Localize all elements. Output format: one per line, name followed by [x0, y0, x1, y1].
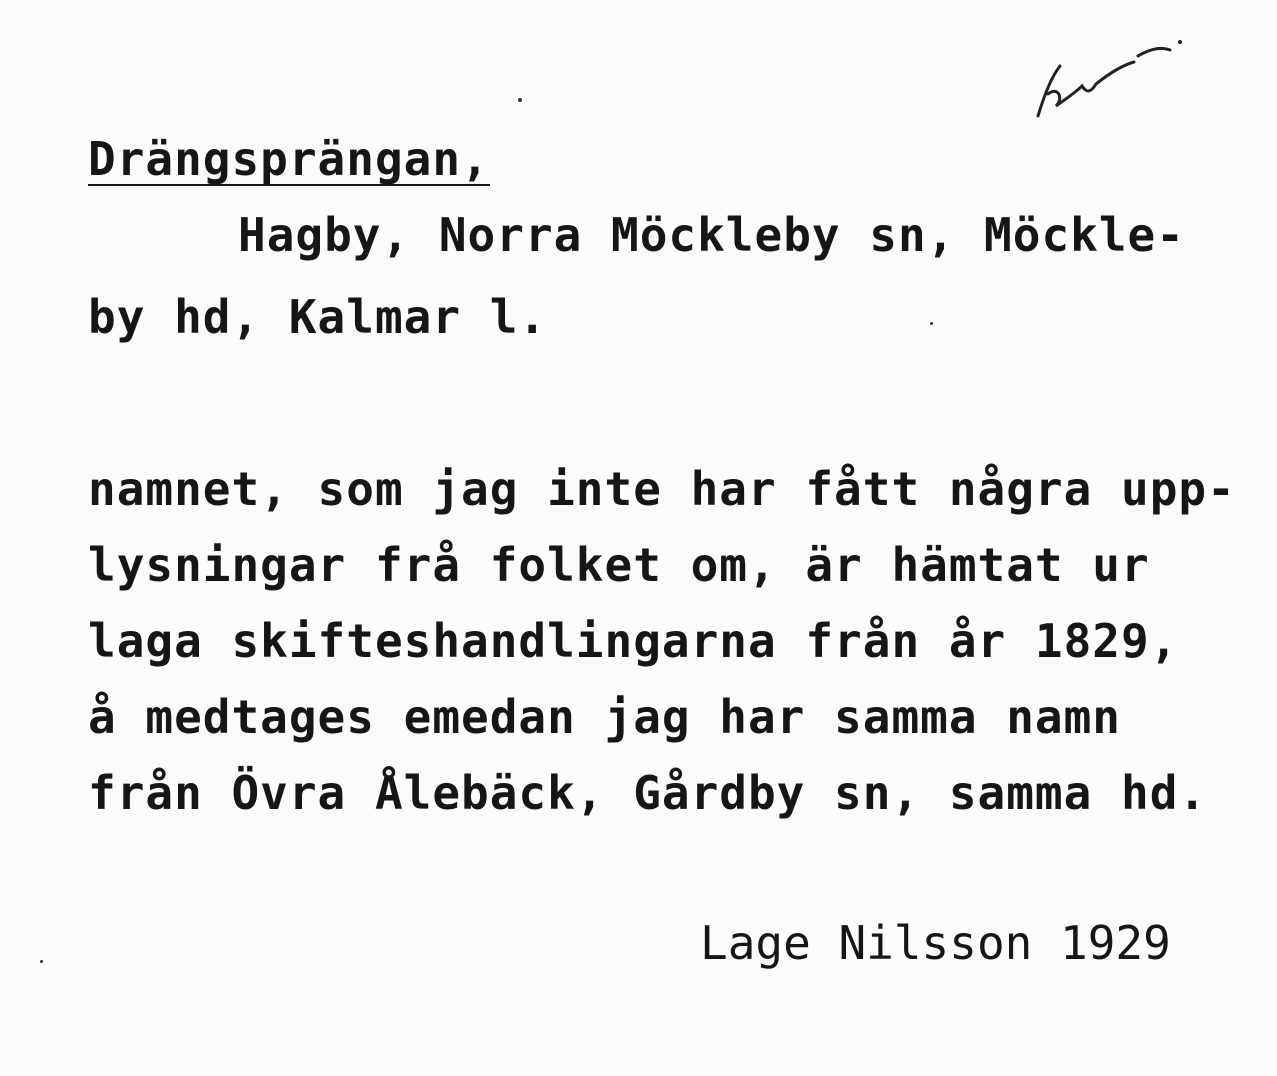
location-line-1: Hagby, Norra Möckleby sn, Möckle- — [238, 208, 1185, 262]
body-line: namnet, som jag inte har fått några upp- — [88, 462, 1236, 516]
paper-speck — [40, 960, 43, 963]
signature: Lage Nilsson 1929 — [700, 916, 1171, 970]
body-line: laga skifteshandlingarna från år 1829, — [88, 614, 1179, 668]
handwritten-scribble-icon — [1030, 36, 1190, 126]
card-heading: Drängsprängan, — [88, 132, 490, 186]
body-line: å medtages emedan jag har samma namn — [88, 690, 1121, 744]
paper-speck — [518, 98, 522, 102]
location-line-2: by hd, Kalmar l. — [88, 290, 548, 344]
paper-speck — [930, 322, 933, 325]
body-line: från Övra Ålebäck, Gårdby sn, samma hd. — [88, 766, 1208, 820]
body-line: lysningar frå folket om, är hämtat ur — [88, 538, 1150, 592]
